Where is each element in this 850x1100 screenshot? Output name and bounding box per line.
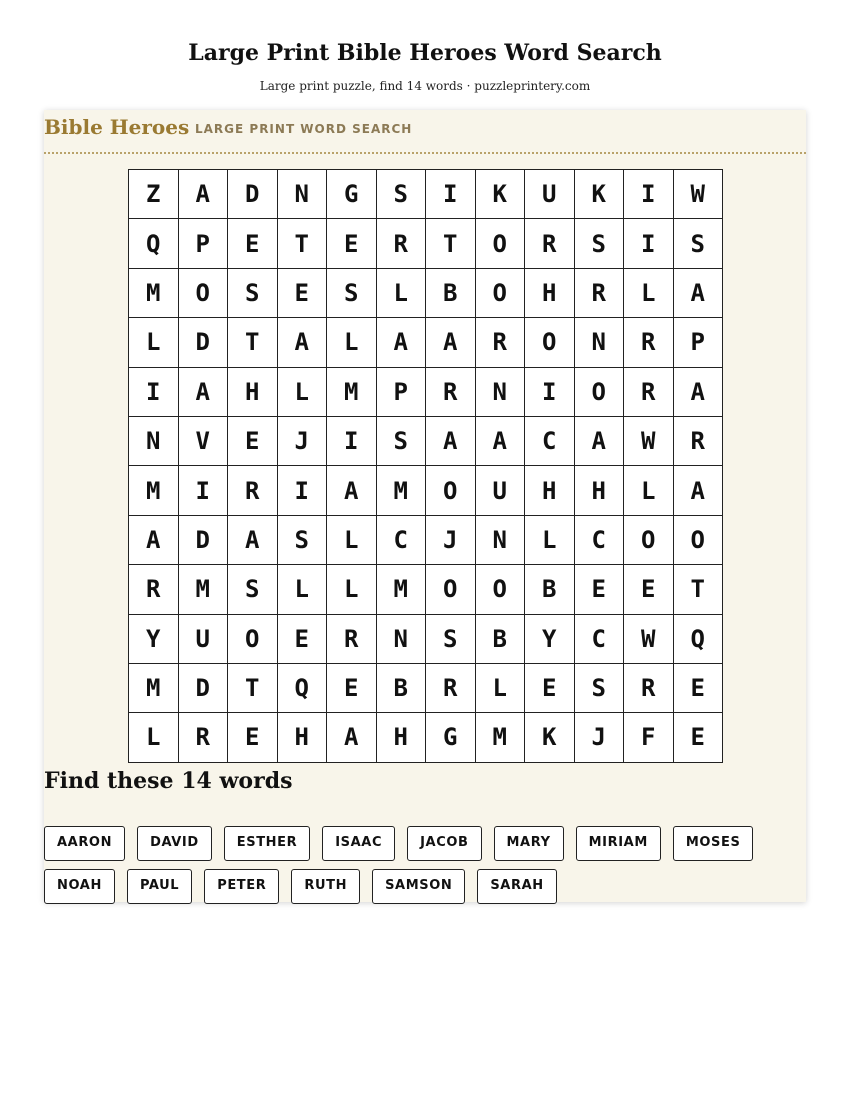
grid-cell[interactable]: R <box>624 318 674 367</box>
grid-cell[interactable]: N <box>376 614 426 663</box>
grid-cell[interactable]: B <box>475 614 525 663</box>
grid-cell[interactable]: A <box>228 515 278 564</box>
grid-cell[interactable]: O <box>525 318 575 367</box>
grid-cell[interactable]: L <box>327 565 377 614</box>
grid-cell[interactable]: U <box>475 466 525 515</box>
grid-cell[interactable]: T <box>673 565 723 614</box>
word-chip[interactable]: AARON <box>44 826 125 861</box>
word-chip[interactable]: MIRIAM <box>576 826 661 861</box>
grid-cell[interactable]: Z <box>129 170 179 219</box>
grid-row <box>129 170 723 219</box>
grid-cell[interactable]: R <box>129 565 179 614</box>
grid-cell[interactable]: M <box>475 713 525 762</box>
word-chip[interactable]: PAUL <box>127 869 192 904</box>
grid-cell[interactable]: H <box>277 713 327 762</box>
grid-cell[interactable]: B <box>525 565 575 614</box>
grid-cell[interactable]: D <box>178 318 228 367</box>
grid-cell[interactable]: S <box>574 219 624 268</box>
grid-row <box>129 565 723 614</box>
grid-cell[interactable]: R <box>525 219 575 268</box>
grid-cell[interactable]: A <box>277 318 327 367</box>
card-tagline: LARGE PRINT WORD SEARCH <box>195 122 413 136</box>
page-title: Large Print Bible Heroes Word Search <box>188 40 662 66</box>
grid-cell[interactable]: M <box>129 663 179 712</box>
grid-cell[interactable]: M <box>327 367 377 416</box>
puzzle-card <box>44 110 806 902</box>
grid-row <box>129 367 723 416</box>
grid-cell[interactable]: S <box>277 515 327 564</box>
grid-cell[interactable]: N <box>574 318 624 367</box>
word-list-heading: Find these 14 words <box>44 768 293 794</box>
grid-cell[interactable]: R <box>574 268 624 317</box>
grid-cell[interactable]: L <box>129 318 179 367</box>
grid-cell[interactable]: Q <box>129 219 179 268</box>
grid-cell[interactable]: W <box>624 614 674 663</box>
grid-cell[interactable]: E <box>228 219 278 268</box>
grid-cell[interactable]: L <box>475 663 525 712</box>
grid-cell[interactable]: R <box>426 367 476 416</box>
grid-cell[interactable]: O <box>426 565 476 614</box>
grid-cell[interactable]: D <box>178 515 228 564</box>
grid-cell[interactable]: J <box>574 713 624 762</box>
card-title: Bible Heroes <box>44 115 190 139</box>
grid-cell[interactable]: B <box>426 268 476 317</box>
grid-cell[interactable]: A <box>574 416 624 465</box>
grid-row <box>129 318 723 367</box>
grid-cell[interactable]: A <box>426 416 476 465</box>
letter-grid <box>128 169 723 763</box>
grid-cell[interactable]: A <box>178 367 228 416</box>
grid-cell[interactable]: O <box>426 466 476 515</box>
grid-cell[interactable]: U <box>525 170 575 219</box>
grid-cell[interactable]: G <box>327 170 377 219</box>
word-chip[interactable]: SAMSON <box>372 869 465 904</box>
grid-cell[interactable]: E <box>525 663 575 712</box>
grid-cell[interactable]: I <box>624 219 674 268</box>
grid-cell[interactable]: C <box>376 515 426 564</box>
word-chip[interactable]: DAVID <box>137 826 212 861</box>
grid-cell[interactable]: S <box>327 268 377 317</box>
grid-cell[interactable]: A <box>673 268 723 317</box>
grid-cell[interactable]: F <box>624 713 674 762</box>
grid-cell[interactable]: T <box>277 219 327 268</box>
grid-cell[interactable]: V <box>178 416 228 465</box>
grid-cell[interactable]: K <box>475 170 525 219</box>
grid-cell[interactable]: S <box>228 565 278 614</box>
grid-cell[interactable]: E <box>228 416 278 465</box>
grid-cell[interactable]: I <box>426 170 476 219</box>
word-chip[interactable]: SARAH <box>477 869 556 904</box>
grid-cell[interactable]: N <box>475 515 525 564</box>
word-chip[interactable]: ESTHER <box>224 826 310 861</box>
grid-cell[interactable]: A <box>376 318 426 367</box>
grid-cell[interactable]: D <box>178 663 228 712</box>
grid-cell[interactable]: M <box>376 466 426 515</box>
grid-row <box>129 614 723 663</box>
grid-cell[interactable]: R <box>228 466 278 515</box>
grid-cell[interactable]: A <box>673 367 723 416</box>
grid-cell[interactable]: M <box>376 565 426 614</box>
grid-cell[interactable]: R <box>624 663 674 712</box>
grid-cell[interactable]: T <box>228 663 278 712</box>
grid-cell[interactable]: L <box>277 565 327 614</box>
grid-cell[interactable]: H <box>525 466 575 515</box>
grid-cell[interactable]: L <box>525 515 575 564</box>
grid-row <box>129 663 723 712</box>
grid-cell[interactable]: L <box>277 367 327 416</box>
grid-cell[interactable]: O <box>624 515 674 564</box>
grid-cell[interactable]: A <box>673 466 723 515</box>
grid-cell[interactable]: K <box>574 170 624 219</box>
grid-cell[interactable]: I <box>327 416 377 465</box>
grid-cell[interactable]: I <box>178 466 228 515</box>
grid-cell[interactable]: R <box>624 367 674 416</box>
grid-cell[interactable]: O <box>475 268 525 317</box>
grid-cell[interactable]: J <box>426 515 476 564</box>
grid-cell[interactable]: R <box>376 219 426 268</box>
grid-cell[interactable]: S <box>574 663 624 712</box>
grid-cell[interactable]: R <box>426 663 476 712</box>
grid-cell[interactable]: S <box>376 416 426 465</box>
grid-cell[interactable]: E <box>574 565 624 614</box>
grid-cell[interactable]: R <box>475 318 525 367</box>
grid-cell[interactable]: E <box>327 219 377 268</box>
grid-cell[interactable]: A <box>426 318 476 367</box>
grid-cell[interactable]: E <box>277 268 327 317</box>
grid-cell[interactable]: A <box>475 416 525 465</box>
grid-cell[interactable]: L <box>327 318 377 367</box>
grid-cell[interactable]: O <box>673 515 723 564</box>
grid-cell[interactable]: Q <box>673 614 723 663</box>
grid-cell[interactable]: E <box>277 614 327 663</box>
grid-cell[interactable]: Y <box>129 614 179 663</box>
grid-row <box>129 466 723 515</box>
grid-cell[interactable]: C <box>574 614 624 663</box>
grid-cell[interactable]: M <box>129 268 179 317</box>
grid-cell[interactable]: T <box>426 219 476 268</box>
grid-cell[interactable]: C <box>574 515 624 564</box>
grid-cell[interactable]: O <box>475 219 525 268</box>
word-chip[interactable]: MARY <box>494 826 564 861</box>
grid-cell[interactable]: E <box>624 565 674 614</box>
word-chip[interactable]: PETER <box>204 869 279 904</box>
grid-cell[interactable]: I <box>277 466 327 515</box>
grid-cell[interactable]: I <box>624 170 674 219</box>
grid-cell[interactable]: E <box>327 663 377 712</box>
grid-cell[interactable]: W <box>624 416 674 465</box>
grid-row <box>129 268 723 317</box>
grid-cell[interactable]: L <box>129 713 179 762</box>
grid-cell[interactable]: P <box>178 219 228 268</box>
grid-cell[interactable]: K <box>525 713 575 762</box>
grid-cell[interactable]: W <box>673 170 723 219</box>
grid-cell[interactable]: S <box>376 170 426 219</box>
grid-cell[interactable]: A <box>327 466 377 515</box>
grid-cell[interactable]: L <box>624 268 674 317</box>
grid-cell[interactable]: J <box>277 416 327 465</box>
grid-cell[interactable]: G <box>426 713 476 762</box>
word-chip[interactable]: JACOB <box>407 826 481 861</box>
grid-cell[interactable]: H <box>228 367 278 416</box>
grid-cell[interactable]: M <box>178 565 228 614</box>
grid-cell[interactable]: O <box>475 565 525 614</box>
grid-cell[interactable]: P <box>376 367 426 416</box>
grid-cell[interactable]: E <box>673 663 723 712</box>
grid-cell[interactable]: N <box>277 170 327 219</box>
word-chip[interactable]: MOSES <box>673 826 754 861</box>
grid-cell[interactable]: S <box>673 219 723 268</box>
grid-cell[interactable]: E <box>228 713 278 762</box>
grid-row <box>129 713 723 762</box>
grid-cell[interactable]: L <box>327 515 377 564</box>
grid-cell[interactable]: E <box>673 713 723 762</box>
grid-row <box>129 416 723 465</box>
grid-cell[interactable]: S <box>426 614 476 663</box>
grid-cell[interactable]: Y <box>525 614 575 663</box>
grid-row <box>129 219 723 268</box>
word-chip[interactable]: RUTH <box>291 869 360 904</box>
grid-cell[interactable]: B <box>376 663 426 712</box>
grid-cell[interactable]: I <box>129 367 179 416</box>
grid-cell[interactable]: R <box>178 713 228 762</box>
word-chip[interactable]: ISAAC <box>322 826 395 861</box>
grid-row <box>129 515 723 564</box>
grid-cell[interactable]: C <box>525 416 575 465</box>
grid-cell[interactable]: I <box>525 367 575 416</box>
grid-cell[interactable]: N <box>475 367 525 416</box>
grid-cell[interactable]: N <box>129 416 179 465</box>
grid-cell[interactable]: H <box>376 713 426 762</box>
grid-cell[interactable]: T <box>228 318 278 367</box>
grid-cell[interactable]: R <box>327 614 377 663</box>
grid-cell[interactable]: O <box>178 268 228 317</box>
grid-cell[interactable]: S <box>228 268 278 317</box>
card-header <box>44 110 806 154</box>
grid-cell[interactable]: U <box>178 614 228 663</box>
grid-cell[interactable]: L <box>376 268 426 317</box>
word-list <box>44 826 784 904</box>
grid-cell[interactable]: L <box>624 466 674 515</box>
grid-cell[interactable]: M <box>129 466 179 515</box>
grid-cell[interactable]: P <box>673 318 723 367</box>
grid-cell[interactable]: R <box>673 416 723 465</box>
grid-cell[interactable]: A <box>327 713 377 762</box>
grid-cell[interactable]: O <box>228 614 278 663</box>
grid-cell[interactable]: H <box>574 466 624 515</box>
grid-cell[interactable]: D <box>228 170 278 219</box>
grid-cell[interactable]: O <box>574 367 624 416</box>
page-subtitle: Large print puzzle, find 14 words · puzzleprintery.com <box>259 79 591 93</box>
grid-cell[interactable]: A <box>178 170 228 219</box>
grid-cell[interactable]: A <box>129 515 179 564</box>
grid-cell[interactable]: H <box>525 268 575 317</box>
grid-cell[interactable]: Q <box>277 663 327 712</box>
word-chip[interactable]: NOAH <box>44 869 115 904</box>
